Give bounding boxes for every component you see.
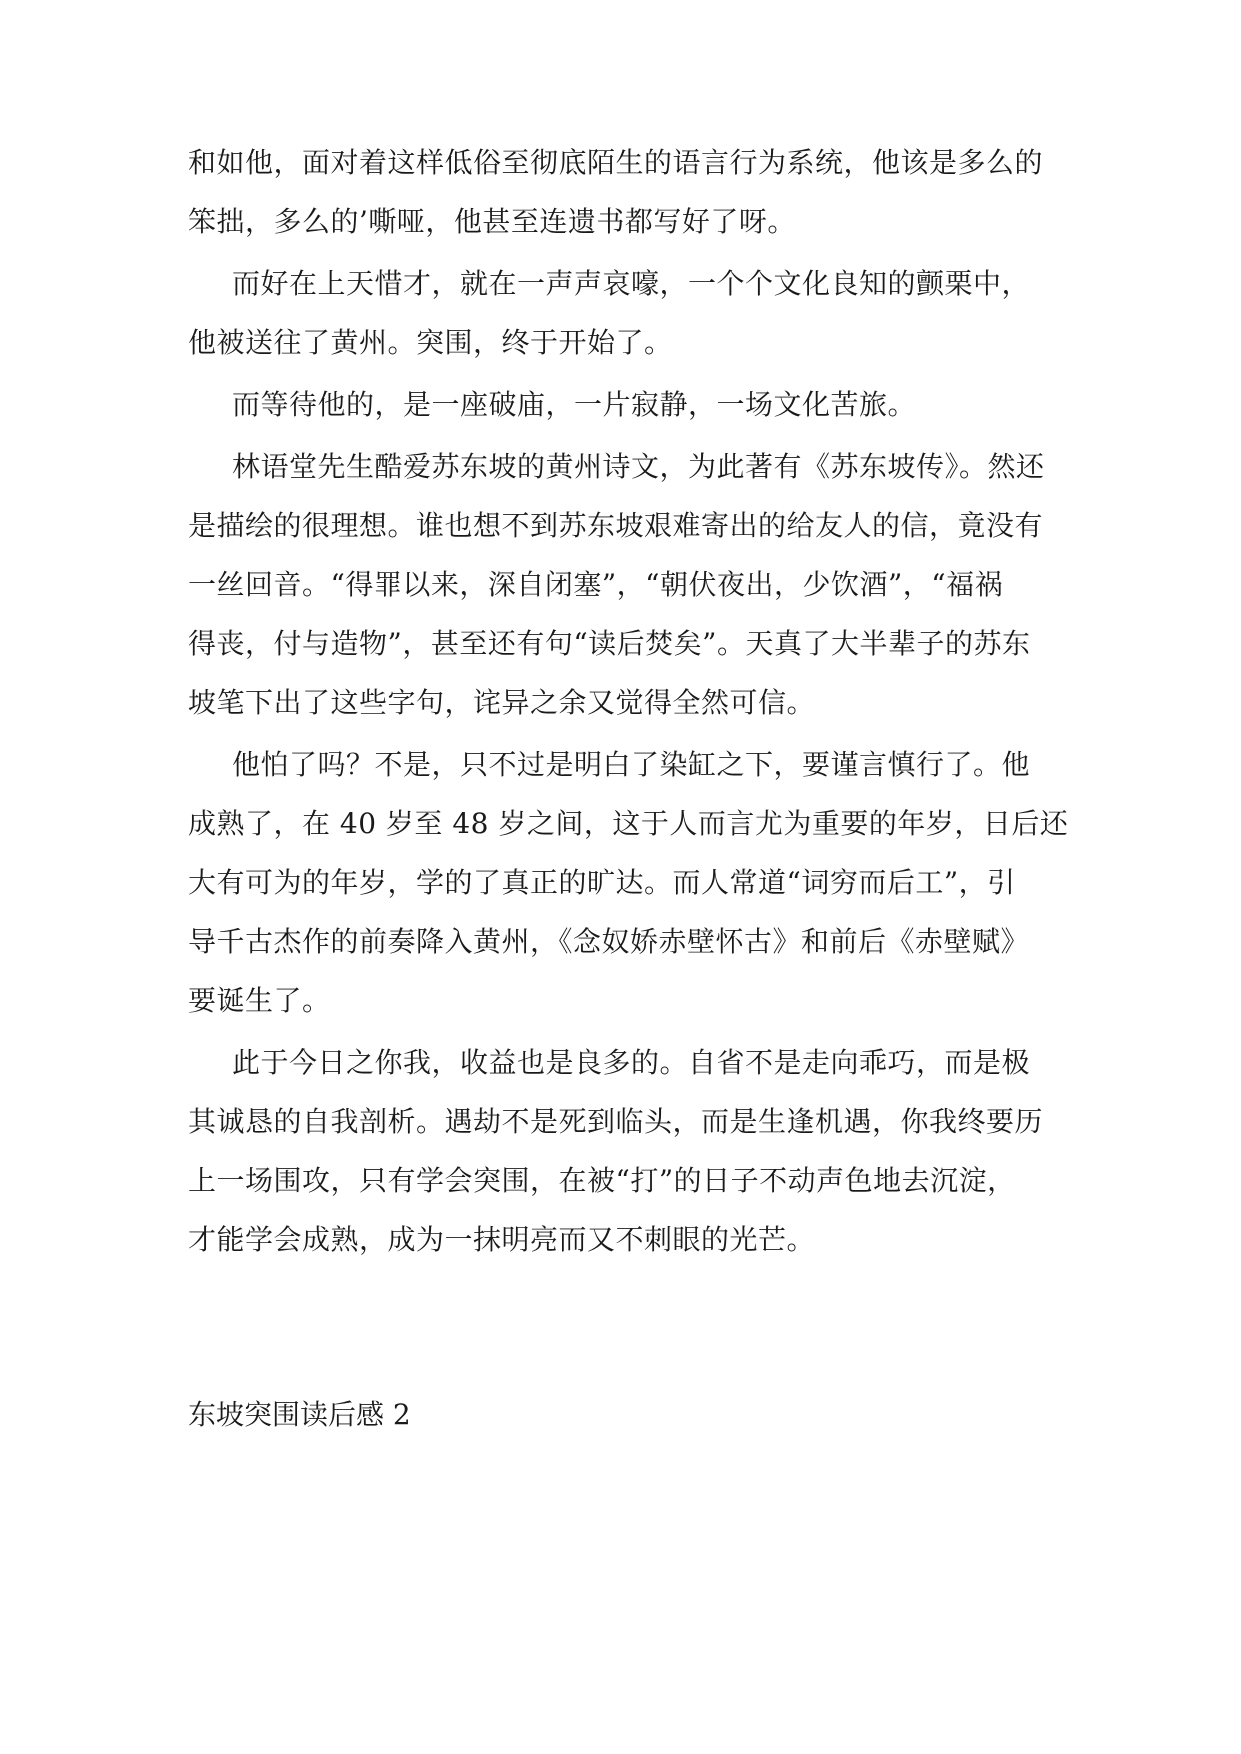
paragraph-line: 而等待他的，是一座破庙，一片寂静，一场文化苦旅。: [232, 388, 917, 421]
paragraph-line: 坡笔下出了这些字句，诧异之余又觉得全然可信。: [188, 686, 816, 719]
paragraph-line: 其诚恳的自我剖析。遇劫不是死到临头，而是生逢机遇，你我终要历: [188, 1105, 1044, 1138]
paragraph-line: 上一场围攻，只有学会突围，在被“打”的日子不动声色地去沉淀，: [188, 1164, 1016, 1197]
paragraph-line: 他怕了吗？不是，只不过是明白了染缸之下，要谨言慎行了。他: [232, 748, 1031, 781]
paragraph-line: 一丝回音。“得罪以来，深自闭塞”，“朝伏夜出，少饮酒”，“福祸: [188, 568, 1004, 601]
paragraph-line: 林语堂先生酷爱苏东坡的黄州诗文，为此著有《苏东坡传》。然还: [232, 450, 1045, 483]
paragraph-line: 大有可为的年岁，学的了真正的旷达。而人常道“词穷而后工”，引: [188, 866, 1016, 899]
paragraph-line: 才能学会成熟，成为一抹明亮而又不刺眼的光芒。: [188, 1223, 816, 1256]
paragraph-line: 此于今日之你我，收益也是良多的。自省不是走向乖巧，而是极: [232, 1046, 1031, 1079]
paragraph-line: 而好在上天惜才，就在一声声哀嚎，一个个文化良知的颤栗中，: [232, 267, 1031, 300]
paragraph-line: 他被送往了黄州。突围，终于开始了。: [188, 326, 673, 359]
paragraph-line: 得丧，付与造物”，甚至还有句“读后焚矣”。天真了大半辈子的苏东: [188, 627, 1031, 660]
paragraph-line: 要诞生了。: [188, 984, 331, 1017]
paragraph-line: 和如他，面对着这样低俗至彻底陌生的语言行为系统，他该是多么的: [188, 146, 1044, 179]
paragraph-line: 导千古杰作的前奏降入黄州，《念奴娇赤壁怀古》和前后《赤壁赋》: [188, 925, 1030, 958]
section-title: 东坡突围读后感 2: [188, 1398, 411, 1431]
paragraph-line: 成熟了，在 40 岁至 48 岁之间，这于人而言尤为重要的年岁，日后还: [188, 807, 1069, 840]
paragraph-line: 笨拙，多么的’嘶哑，他甚至连遗书都写好了呀。: [188, 205, 796, 238]
paragraph-line: 是描绘的很理想。谁也想不到苏东坡艰难寄出的给友人的信，竟没有: [188, 509, 1044, 542]
